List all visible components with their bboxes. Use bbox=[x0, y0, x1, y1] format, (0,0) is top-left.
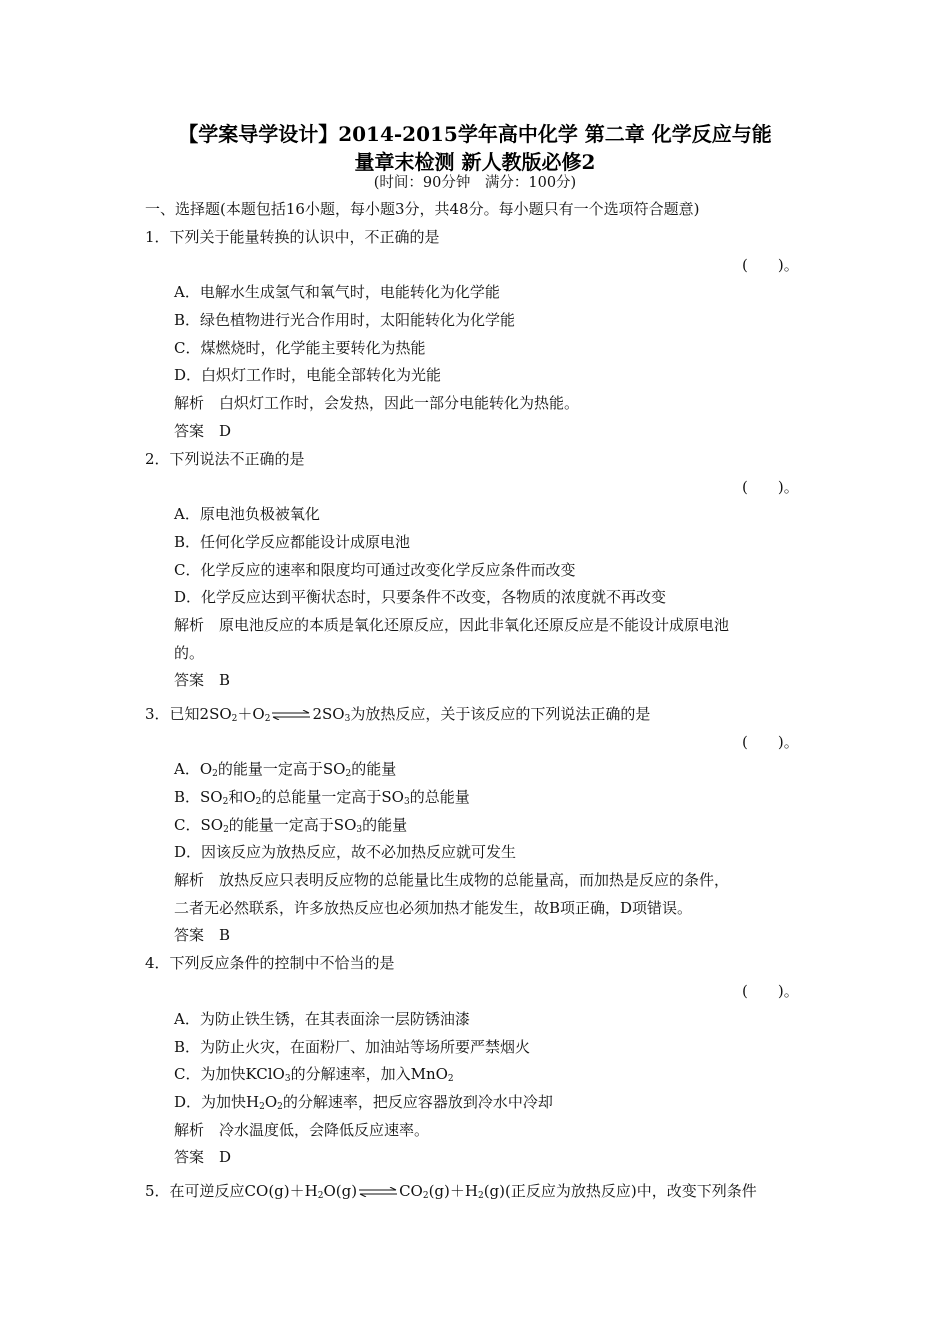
q4-answer-blank: ( )。 bbox=[742, 982, 799, 1000]
q4-option-c: C．为加快KClO$_3$的分解速率，加入MnO$_2$ bbox=[174, 1065, 454, 1084]
equilibrium-arrow-icon bbox=[358, 1187, 398, 1197]
q1-stem: 1．下列关于能量转换的认识中，不正确的是 bbox=[145, 228, 440, 246]
q2-option-a: A．原电池负极被氧化 bbox=[174, 505, 320, 523]
q3-stem: 3．已知$2SO_2+O_2$ $2SO_3$为放热反应，关于该反应的下列说法正确的是 bbox=[145, 705, 651, 724]
q4-option-b: B．为防止火灾，在面粉厂、加油站等场所要严禁烟火 bbox=[174, 1038, 531, 1056]
q1-option-a: A．电解水生成氢气和氧气时，电能转化为化学能 bbox=[174, 283, 500, 301]
q2-option-b: B．任何化学反应都能设计成原电池 bbox=[174, 533, 411, 551]
q4-option-d: D．为加快$H_2O_2$的分解速率，把反应容器放到冷水中冷却 bbox=[174, 1093, 553, 1112]
section-heading: 一、选择题(本题包括16小题，每小题3分，共48分。每小题只有一个选项符合题意) bbox=[145, 200, 700, 218]
q3-option-d: D．因该反应为放热反应，故不必加热反应就可发生 bbox=[174, 843, 517, 861]
q1-analysis: 解析 白炽灯工作时，会发热，因此一部分电能转化为热能。 bbox=[174, 394, 580, 412]
q3-option-b: B．$SO_2$和$O_2$的总能量一定高于$SO_3$的总能量 bbox=[174, 788, 470, 807]
q2-analysis-line-2: 的。 bbox=[174, 644, 205, 662]
q1-option-c: C．煤燃烧时，化学能主要转化为热能 bbox=[174, 339, 426, 357]
q3-answer-blank: ( )。 bbox=[742, 733, 799, 751]
q2-option-c: C．化学反应的速率和限度均可通过改变化学反应条件而改变 bbox=[174, 561, 576, 579]
equilibrium-arrow-icon bbox=[271, 710, 311, 720]
document-title bbox=[130, 120, 820, 176]
q3-option-a: A．$O_2$的能量一定高于$SO_2$的能量 bbox=[174, 760, 397, 779]
q4-stem: 4．下列反应条件的控制中不恰当的是 bbox=[145, 954, 395, 972]
q4-answer: 答案 D bbox=[174, 1148, 232, 1166]
q1-answer: 答案 D bbox=[174, 422, 232, 440]
q1-answer-blank: ( )。 bbox=[742, 256, 799, 274]
q1-option-d: D．白炽灯工作时，电能全部转化为光能 bbox=[174, 366, 442, 384]
title-line-2: 量章末检测 新人教版必修2 bbox=[354, 150, 596, 174]
q3-answer: 答案 B bbox=[174, 926, 231, 944]
q3-option-c: C．$SO_2$的能量一定高于$SO_3$的能量 bbox=[174, 816, 408, 835]
q2-answer-blank: ( )。 bbox=[742, 478, 799, 496]
q5-stem: 5．在可逆反应$CO(g)+H_2O(g)$ $CO_2(g)+H_2(g)$(正反应为放热反应)中，改变下列条件 bbox=[145, 1182, 757, 1201]
q2-answer: 答案 B bbox=[174, 671, 231, 689]
q4-option-a: A．为防止铁生锈，在其表面涂一层防锈油漆 bbox=[174, 1010, 470, 1028]
title-line-1: 【学案导学设计】2014-2015学年高中化学 第二章 化学反应与能 bbox=[178, 122, 772, 146]
q2-analysis-line-1: 解析 原电池反应的本质是氧化还原反应，因此非氧化还原反应是不能设计成原电池 bbox=[174, 616, 730, 634]
q2-stem: 2．下列说法不正确的是 bbox=[145, 450, 305, 468]
time-score-info: (时间：90分钟 满分：100分) bbox=[373, 175, 577, 191]
q3-analysis-line-2: 二者无必然联系，许多放热反应也必须加热才能发生，故B项正确，D项错误。 bbox=[174, 899, 693, 917]
q3-analysis-line-1: 解析 放热反应只表明反应物的总能量比生成物的总能量高，而加热是反应的条件， bbox=[174, 871, 730, 889]
q4-analysis: 解析 冷水温度低，会降低反应速率。 bbox=[174, 1121, 430, 1139]
q1-option-b: B．绿色植物进行光合作用时，太阳能转化为化学能 bbox=[174, 311, 516, 329]
q2-option-d: D．化学反应达到平衡状态时，只要条件不改变，各物质的浓度就不再改变 bbox=[174, 588, 667, 606]
